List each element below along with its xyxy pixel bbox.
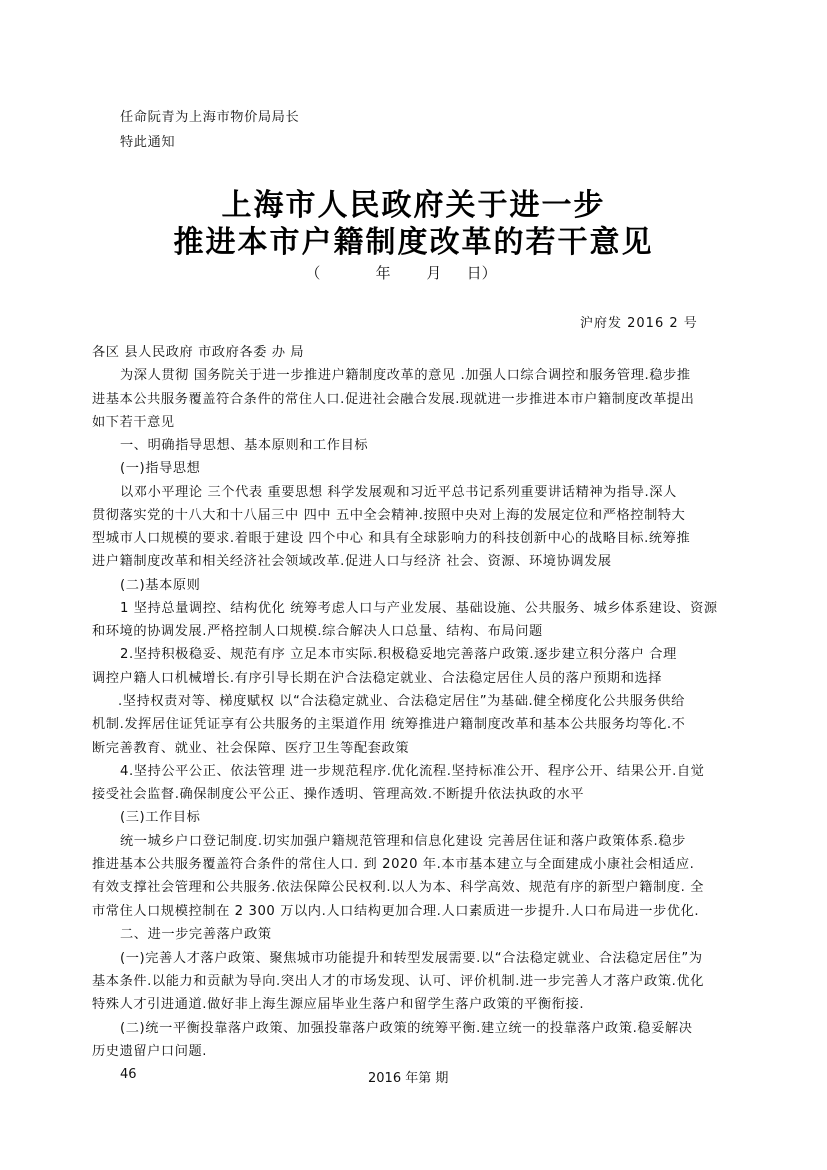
title-line-2: 推进本市户籍制度改革的若干意见 bbox=[173, 225, 654, 260]
body-line: 推进基本公共服务覆盖符合条件的常住人口. 到 2020 年.本市基本建立与全面建成小康社会相适应. bbox=[92, 857, 695, 872]
body-line: 如下若干意见 bbox=[92, 415, 175, 430]
body-line: 机制.发挥居住证凭证享有公共服务的主渠道作用 统筹推进户籍制度改革和基本公共服务均等化.不 bbox=[92, 717, 686, 732]
body-line: 接受社会监督.确保制度公平公正、操作透明、管理高效.不断提升依法执政的水平 bbox=[92, 787, 585, 802]
page-number: 46 bbox=[120, 1067, 137, 1082]
body-line: 市常住人口规模控制在 2 300 万以内.人口结构更加合理.人口素质进一步提升.人口布局进一步优化. bbox=[92, 904, 700, 919]
section-heading: 一、明确指导思想、基本原则和工作目标 bbox=[120, 438, 369, 453]
notice-line: 特此通知 bbox=[120, 135, 176, 150]
title-date bbox=[0, 264, 827, 282]
body-line: 以邓小平理论 三个代表 重要思想 科学发展观和习近平总书记系列重要讲话精神为指导.深人 bbox=[120, 485, 677, 500]
body-line: 为深人贯彻 国务院关于进一步推进户籍制度改革的意见 .加强人口综合调控和服务管理.稳步推 bbox=[120, 368, 691, 383]
body-line: 进基本公共服务覆盖符合条件的常住人口.促进社会融合发展.现就进一步推进本市户籍制度改革提出 bbox=[92, 392, 695, 407]
appointment-line: 任命阮青为上海市物价局局长 bbox=[120, 110, 300, 125]
body-line: 型城市人口规模的要求.着眼于建设 四个中心 和具有全球影响力的科技创新中心的战略目标.统筹推 bbox=[92, 531, 691, 546]
document-number: 沪府发 2016 2 号 bbox=[580, 316, 698, 331]
body-line: 特殊人才引进通道.做好非上海生源应届毕业生落户和留学生落户政策的平衡衔接. bbox=[92, 997, 585, 1012]
body-line: 历史遗留户口问题. bbox=[92, 1044, 208, 1059]
body-line: 2.坚持积极稳妥、规范有序 立足本市实际.积极稳妥地完善落户政策.逐步建立积分落户 合理 bbox=[120, 647, 677, 662]
body-line: 断完善教育、就业、社会保障、医疗卫生等配套政策 bbox=[92, 741, 410, 756]
issue-label: 2016 年第 期 bbox=[368, 1071, 449, 1086]
body-line: 统一城乡户口登记制度.切实加强户籍规范管理和信息化建设 完善居住证和落户政策体系.稳步 bbox=[120, 834, 686, 849]
body-line: .坚持权责对等、梯度赋权 以“合法稳定就业、合法稳定居住”为基础.健全梯度化公共服务供给 bbox=[118, 694, 685, 709]
body-line: 调控户籍人口机械增长.有序引导长期在沪合法稳定就业、合法稳定居住人员的落户预期和选择 bbox=[92, 671, 663, 686]
body-line: 有效支撑社会管理和公共服务.依法保障公民权利.以人为本、科学高效、规范有序的新型户籍制度. 全 bbox=[92, 880, 705, 895]
body-line: 基本条件.以能力和贡献为导向.突出人才的市场发现、认可、评价机制.进一步完善人才落户政策.优化 bbox=[92, 974, 705, 989]
body-line: 1 坚持总量调控、结构优化 统筹考虑人口与产业发展、基础设施、公共服务、城乡体系建设、资源 bbox=[120, 601, 718, 616]
body-line: (二)统一平衡投靠落户政策、加强投靠落户政策的统筹平衡.建立统一的投靠落户政策.稳妥解决 bbox=[120, 1021, 693, 1036]
addressee: 各区 县人民政府 市政府各委 办 局 bbox=[92, 345, 305, 360]
subsection-heading: (二)基本原则 bbox=[120, 578, 201, 593]
body-line: (一)完善人才落户政策、聚焦城市功能提升和转型发展需要.以“合法稳定就业、合法稳定居住”为 bbox=[120, 951, 703, 966]
title-line-1: 上海市人民政府关于进一步 bbox=[221, 188, 606, 223]
date-month: 月 bbox=[426, 264, 442, 282]
subsection-heading: (一)指导思想 bbox=[120, 461, 201, 476]
subsection-heading: (三)工作目标 bbox=[120, 810, 201, 825]
date-year: 年 bbox=[375, 264, 391, 282]
date-day: 日） bbox=[466, 264, 497, 282]
body-line: 进户籍制度改革和相关经济社会领域改革.促进人口与经济 社会、资源、环境协调发展 bbox=[92, 554, 612, 569]
body-line: 贯彻落实党的十八大和十八届三中 四中 五中全会精神.按照中央对上海的发展定位和严格控制特大 bbox=[92, 508, 686, 523]
body-line: 和环境的协调发展.严格控制人口规模.综合解决人口总量、结构、布局问题 bbox=[92, 624, 543, 639]
body-line: 4.坚持公平公正、依法管理 进一步规范程序.优化流程.坚持标准公开、程序公开、结果公开.自觉 bbox=[120, 764, 705, 779]
section-heading: 二、进一步完善落户政策 bbox=[120, 927, 272, 942]
date-open: （ bbox=[305, 264, 321, 282]
